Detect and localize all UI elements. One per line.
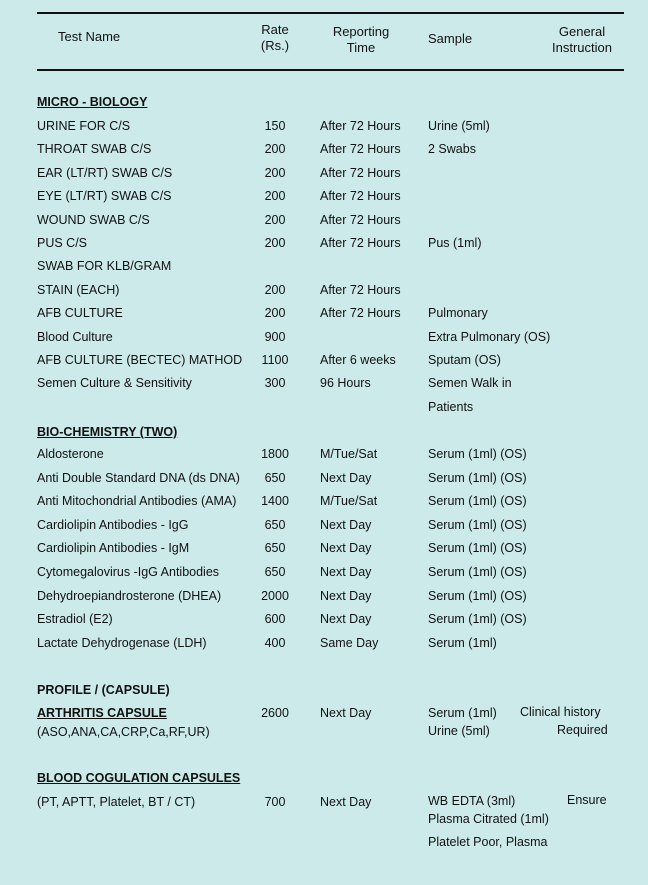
bio-row-reporting-time: Next Day [320, 517, 372, 532]
bio-row-reporting-time: M/Tue/Sat [320, 494, 378, 509]
header-general-instruction [542, 24, 622, 56]
bio-row-sample: Serum (1ml) (OS) [428, 447, 527, 461]
micro-row-test-name: PUS C/S [37, 236, 88, 250]
arthritis-capsule-rate: 2600 [261, 706, 289, 720]
section-micro-biology: MICRO - BIOLOGY [37, 95, 148, 109]
arthritis-capsule-instruction-1: Clinical history [520, 705, 601, 719]
blood-cogulation-tests: (PT, APTT, Platelet, BT / CT) [37, 795, 196, 809]
micro-row-rate: 200 [264, 306, 286, 321]
bio-row-reporting-time: Next Day [320, 565, 372, 579]
micro-row-test-name: SWAB FOR KLB/GRAM [37, 259, 172, 274]
header-rate [250, 22, 300, 54]
top-rule [37, 12, 624, 14]
micro-row-rate: 200 [264, 189, 286, 204]
section-profile: PROFILE / (CAPSULE) [37, 683, 170, 697]
micro-row-reporting-time: After 72 Hours [320, 142, 401, 157]
header-instr-line2: Instruction [552, 40, 612, 55]
micro-row-rate: 200 [264, 282, 286, 297]
micro-row-test-name: Blood Culture [37, 329, 113, 344]
bio-row-rate: 1800 [261, 447, 289, 461]
bio-row-rate: 650 [264, 470, 286, 485]
micro-row-reporting-time: After 72 Hours [320, 165, 401, 180]
arthritis-capsule-time: Next Day [320, 706, 372, 720]
micro-row-rate: 200 [264, 165, 286, 180]
bio-row-reporting-time: Next Day [320, 612, 372, 627]
header-rate-line2: (Rs.) [260, 38, 290, 53]
micro-row-reporting-time: After 72 Hours [320, 236, 401, 250]
header-time-line1: Reporting [332, 24, 390, 39]
header-rate-line1: Rate [261, 22, 289, 37]
micro-row-test-name: AFB CULTURE [37, 306, 123, 321]
micro-row-reporting-time: After 72 Hours [320, 119, 401, 133]
micro-row-reporting-time: After 72 Hours [320, 282, 401, 297]
micro-row-test-name: EYE (LT/RT) SWAB C/S [37, 189, 172, 204]
header-rule [37, 69, 624, 71]
header-time-line2: Time [346, 40, 376, 55]
header-sample: Sample [428, 31, 473, 46]
bio-row-rate: 2000 [261, 588, 289, 603]
blood-cogulation-sample-1: WB EDTA (3ml) [428, 794, 516, 808]
bio-row-sample: Serum (1ml) (OS) [428, 517, 527, 532]
micro-row-test-name: THROAT SWAB C/S [37, 142, 152, 157]
micro-row-rate: 150 [264, 119, 286, 133]
bio-row-test-name: Cardiolipin Antibodies - IgG [37, 517, 189, 532]
bio-row-sample: Serum (1ml) (OS) [428, 494, 527, 509]
bio-row-sample: Serum (1ml) [428, 635, 497, 650]
bio-row-rate: 650 [264, 565, 286, 579]
blood-cogulation-time: Next Day [320, 795, 372, 809]
bio-row-sample: Serum (1ml) (OS) [428, 612, 527, 627]
bio-row-test-name: Estradiol (E2) [37, 612, 113, 627]
blood-cogulation-sample-2: Plasma Citrated (1ml) [428, 812, 549, 826]
arthritis-capsule-tests: (ASO,ANA,CA,CRP,Ca,RF,UR) [37, 725, 210, 739]
micro-row-rate: 200 [264, 212, 286, 227]
bio-row-test-name: Cardiolipin Antibodies - IgM [37, 541, 190, 556]
micro-row-reporting-time: After 72 Hours [320, 189, 401, 204]
micro-row-rate: 200 [264, 142, 286, 157]
micro-row-sample: Pulmonary [428, 306, 488, 321]
section-bio-chemistry: BIO-CHEMISTRY (TWO) [37, 425, 178, 439]
micro-row-rate: 900 [264, 329, 286, 344]
arthritis-capsule-sample-2: Urine (5ml) [428, 724, 490, 738]
micro-row-test-name: Semen Culture & Sensitivity [37, 376, 192, 391]
blood-cogulation-rate: 700 [264, 795, 286, 809]
micro-row-rate: 200 [264, 236, 286, 250]
micro-row-test-name: EAR (LT/RT) SWAB C/S [37, 165, 173, 180]
bio-row-test-name: Aldosterone [37, 447, 104, 461]
bio-row-rate: 650 [264, 541, 286, 556]
micro-row-sample: Extra Pulmonary (OS) [428, 329, 551, 344]
bio-row-rate: 600 [264, 612, 286, 627]
micro-row-rate: 300 [264, 376, 286, 391]
bio-row-reporting-time: M/Tue/Sat [320, 447, 378, 461]
arthritis-capsule-name: ARTHRITIS CAPSULE [37, 706, 167, 720]
blood-cogulation-sample-3: Platelet Poor, Plasma [428, 835, 548, 849]
micro-row-test-name: URINE FOR C/S [37, 119, 131, 133]
micro-row-sample: 2 Swabs [428, 142, 476, 157]
bio-row-sample: Serum (1ml) (OS) [428, 565, 527, 579]
section-blood-cogulation: BLOOD COGULATION CAPSULES [37, 771, 241, 785]
bio-row-sample: Serum (1ml) (OS) [428, 470, 527, 485]
micro-row-rate: 1100 [261, 353, 289, 367]
micro-row-reporting-time: After 72 Hours [320, 212, 401, 227]
bio-row-test-name: Cytomegalovirus -IgG Antibodies [37, 565, 220, 579]
micro-row-sample: Patients [428, 399, 474, 414]
header-test-name: Test Name [58, 29, 121, 44]
bio-row-sample: Serum (1ml) (OS) [428, 541, 527, 556]
bio-row-sample: Serum (1ml) (OS) [428, 588, 527, 603]
bio-row-test-name: Anti Double Standard DNA (ds DNA) [37, 470, 240, 485]
bio-row-test-name: Anti Mitochondrial Antibodies (AMA) [37, 494, 237, 509]
micro-row-test-name: STAIN (EACH) [37, 282, 120, 297]
bio-row-reporting-time: Next Day [320, 541, 372, 556]
header-reporting-time [318, 24, 404, 56]
micro-row-test-name: AFB CULTURE (BECTEC) MATHOD [37, 353, 243, 367]
bio-row-rate: 1400 [261, 494, 289, 509]
micro-row-sample: Sputam (OS) [428, 353, 501, 367]
micro-row-reporting-time: 96 Hours [320, 376, 371, 391]
micro-row-sample: Pus (1ml) [428, 236, 482, 250]
micro-row-sample: Semen Walk in [428, 376, 512, 391]
arthritis-capsule-instruction-2: Required [557, 723, 608, 737]
bio-row-reporting-time: Next Day [320, 588, 372, 603]
bio-row-rate: 400 [264, 635, 286, 650]
arthritis-capsule-sample-1: Serum (1ml) [428, 706, 497, 720]
micro-row-test-name: WOUND SWAB C/S [37, 212, 150, 227]
header-instr-line1: General [558, 24, 606, 39]
micro-row-reporting-time: After 6 weeks [320, 353, 396, 367]
bio-row-test-name: Lactate Dehydrogenase (LDH) [37, 635, 207, 650]
blood-cogulation-instruction: Ensure [567, 793, 607, 807]
micro-row-reporting-time: After 72 Hours [320, 306, 401, 321]
bio-row-rate: 650 [264, 517, 286, 532]
bio-row-reporting-time: Next Day [320, 470, 372, 485]
bio-row-reporting-time: Same Day [320, 635, 379, 650]
bio-row-test-name: Dehydroepiandrosterone (DHEA) [37, 588, 222, 603]
micro-row-sample: Urine (5ml) [428, 119, 490, 133]
